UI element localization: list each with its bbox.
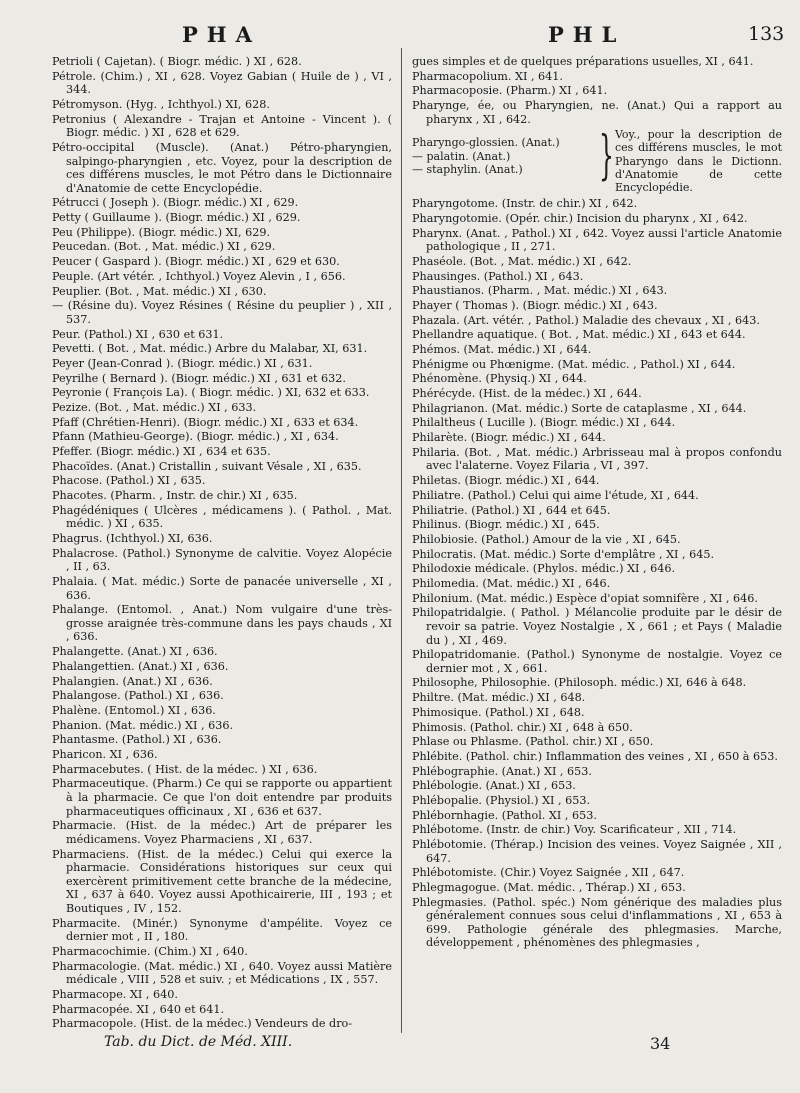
index-entry: Phaustianos. (Pharm. , Mat. médic.) XI , 643. [412,284,668,298]
index-entry: Pevetti. ( Bot. , Mat. médic.) Arbre du Malabar, XI, 631. [52,342,368,356]
index-entry: Pharyngotome. (Instr. de chir.) XI , 642. [412,197,638,211]
index-entry: Pharyngotomie. (Opér. chir.) Incision du pharynx , XI , 642. [412,211,748,225]
index-entry: Pharmacope. XI , 640. [52,987,178,1001]
index-entry: Pétromyson. (Hyg. , Ichthyol.) XI, 628. [52,97,270,111]
index-entry: Phlébite. (Pathol. chir.) Inflammation des veines , XI , 650 à 653. [412,749,778,763]
index-entry: Pharmacopolium. XI , 641. [412,69,563,83]
index-entry: Pharmaciens. (Hist. de la médec.) Celui qui exerce la pharmacie. Considérations historiques sur ceux qui exercèrent primitivement cette branche de la médecine, XI , 637 à 640. Voyez aussi Apothicairerie, III , 193 ; et Boutiques , IV , 152. [52,847,396,915]
index-entry: Petronius ( Alexandre - Trajan et Antoine - Vincent ). ( Biogr. médic. ) XI , 628 et 629. [52,112,396,140]
index-entry: Peur. (Pathol.) XI , 630 et 631. [52,327,224,341]
index-entry: Phlébotomie. (Thérap.) Incision des veines. Voyez Saignée , XII , 647. [412,838,786,865]
index-entry: Phénomène. (Physiq.) XI , 644. [412,372,587,386]
index-entry: Phanion. (Mat. médic.) XI , 636. [52,718,234,732]
index-entry: Philomedia. (Mat. médic.) XI , 646. [412,576,611,590]
index-entry: gues simples et de quelques préparations usuelles, XI , 641. [412,55,754,68]
index-entry: Pharmaceutique. (Pharm.) Ce qui se rapporte ou appartient à la pharmacie. Ce que l'on doit entendre par produits pharmaceutiques officinaux , XI , 636 et 637. [52,777,396,818]
index-entry: Phagrus. (Ichthyol.) XI, 636. [52,532,213,546]
index-entry: Petty ( Guillaume ). (Biogr. médic.) XI , 629. [52,211,301,225]
index-entry: Phlébographie. (Anat.) XI , 653. [412,764,592,778]
index-entry: Peyrilhe ( Bernard ). (Biogr. médic.) XI , 631 et 632. [52,371,346,385]
index-entry: Phlébopalie. (Physiol.) XI , 653. [412,793,591,807]
index-entry: Pétrole. (Chim.) , XI , 628. Voyez Gabian ( Huile de ) , VI , 344. [52,69,396,97]
index-entry: Phalangien. (Anat.) XI , 636. [52,674,213,688]
brace-term: Pharyngo-glossien. (Anat.) [412,136,560,150]
index-entry: Philaria. (Bot. , Mat. médic.) Arbrisseau mal à propos confondu avec l'alaterne. Voyez Filaria , VI , 397. [412,445,786,473]
index-entry: Phagédéniques ( Ulcères , médicamens ). ( Pathol. , Mat. médic. ) XI , 635. [52,503,396,531]
index-entry: Pfann (Mathieu-George). (Biogr. médic.) , XI , 634. [52,430,339,444]
index-entry: Philagrianon. (Mat. médic.) Sorte de cataplasme , XI , 644. [412,401,747,415]
index-entry: Phaséole. (Bot. , Mat. médic.) XI , 642. [412,254,632,268]
right-column-entries [412,197,786,950]
index-entry: Philiatre. (Pathol.) Celui qui aime l'étude, XI , 644. [412,488,699,502]
index-entry: Pharmacochimie. (Chim.) XI , 640. [52,944,248,958]
index-entry: Phacotes. (Pharm. , Instr. de chir.) XI , 635. [52,489,298,503]
index-entry: Phayer ( Thomas ). (Biogr. médic.) XI , 643. [412,298,658,312]
index-entry: Philobiosie. (Pathol.) Amour de la vie , XI , 645. [412,532,681,546]
index-entry: Peucedan. (Bot. , Mat. médic.) XI , 629. [52,240,276,254]
index-entry: Philosophe, Philosophie. (Philosoph. médic.) XI, 646 à 648. [412,676,747,690]
index-entry: Philocratis. (Mat. médic.) Sorte d'emplâtre , XI , 645. [412,547,715,561]
index-entry: Phlébotome. (Instr. de chir.) Voy. Scarificateur , XII , 714. [412,823,737,837]
index-entry: Philaltheus ( Lucille ). (Biogr. médic.) XI , 644. [412,416,676,430]
brace-group-terms [412,128,597,177]
index-entry: Pharmacebutes. ( Hist. de la médec. ) XI , 636. [52,762,318,776]
index-entry: Pharynge, ée, ou Pharyngien, ne. (Anat.) Qui a rapport au pharynx , XI , 642. [412,99,786,126]
index-entry: Peyer (Jean-Conrad ). (Biogr. médic.) XI , 631. [52,356,313,370]
index-entry: Phimosique. (Pathol.) XI , 648. [412,705,585,719]
right-column-top-entries [412,55,786,126]
index-entry: Pharmacite. (Minér.) Synonyme d'ampélite. Voyez ce dernier mot , II , 180. [52,916,396,944]
index-entry: Phantasme. (Pathol.) XI , 636. [52,733,222,747]
index-entry: Phlébornhagie. (Pathol. XI , 653. [412,808,597,822]
brace-symbol: } [599,126,614,187]
index-entry: Phalacrose. (Pathol.) Synonyme de calvitie. Voyez Alopécie , II , 63. [52,546,396,574]
index-entry: Peuplier. (Bot. , Mat. médic.) XI , 630. [52,284,267,298]
index-entry: Philarète. (Biogr. médic.) XI , 644. [412,431,606,445]
index-entry: Phlegmasies. (Pathol. spéc.) Nom générique des maladies plus généralement connues sous celui d'inflammations , XI , 653 à 699. Pathologie générale des phlegmasies. Marche, développement , phénomènes des phlegmasies , [412,895,786,950]
index-entry: Philopatridomanie. (Pathol.) Synonyme de nostalgie. Voyez ce dernier mot , X , 661. [412,648,786,675]
footer-signature-number: 34 [650,1034,671,1053]
index-entry: Phalange. (Entomol. , Anat.) Nom vulgaire d'une très-grosse araignée très-commune dans les pays chauds , XI , 636. [52,603,396,644]
index-entry: Phalangettien. (Anat.) XI , 636. [52,659,229,673]
index-entry: — (Résine du). Voyez Résines ( Résine du peuplier ) , XII , 537. [52,299,396,326]
page-number: 133 [748,23,785,45]
index-entry: Pfeffer. (Biogr. médic.) XI , 634 et 635. [52,445,271,458]
index-entry: Phellandre aquatique. ( Bot. , Mat. médic.) XI , 643 et 644. [412,328,746,342]
index-entry: Philopatridalgie. ( Pathol. ) Mélancolie produite par le désir de revoir sa patrie. Voyez Nostalgie , X , 661 ; et Pays ( Maladie du ) , XI , 469. [412,606,786,647]
brace-group [412,128,782,194]
index-entry: Phazala. (Art. vétér. , Pathol.) Maladie des chevaux , XI , 643. [412,313,760,327]
index-entry: Pfaff (Chrétien-Henri). (Biogr. médic.) XI , 633 et 634. [52,415,359,429]
index-entry: Petrioli ( Cajetan). ( Biogr. médic. ) XI , 628. [52,55,302,68]
index-entry: Phlase ou Phlasme. (Pathol. chir.) XI , 650. [412,735,654,749]
index-entry: Pharmacie. (Hist. de la médec.) Art de préparer les médicamens. Voyez Pharmaciens , XI , 637. [52,819,396,846]
index-entry: Phausinges. (Pathol.) XI , 643. [412,269,584,283]
running-head-left: PHA [182,22,261,47]
index-entry: Phlébologie. (Anat.) XI , 653. [412,779,576,793]
index-entry: Phlegmagogue. (Mat. médic. , Thérap.) XI , 653. [412,881,686,895]
footer-signature: Tab. du Dict. de Méd. XIII. [104,1034,293,1050]
index-entry: Pezize. (Bot. , Mat. médic.) XI , 633. [52,400,257,414]
index-entry: Philinus. (Biogr. médic.) XI , 645. [412,518,600,532]
right-column [412,55,786,951]
index-entry: Pharicon. XI , 636. [52,747,158,761]
index-entry: Phimosis. (Pathol. chir.) XI , 648 à 650. [412,720,633,734]
column-divider [401,48,402,1033]
index-entry: Philiatrie. (Pathol.) XI , 644 et 645. [412,503,611,517]
index-entry: Philonium. (Mat. médic.) Espèce d'opiat somnifère , XI , 646. [412,591,758,605]
index-entry: Peucer ( Gaspard ). (Biogr. médic.) XI , 629 et 630. [52,255,340,269]
running-head-right: PHL [548,22,626,47]
index-entry: Phémos. (Mat. médic.) XI , 644. [412,343,592,357]
index-entry: Philetas. (Biogr. médic.) XI , 644. [412,474,600,488]
left-column [52,55,396,1032]
index-entry: Phénigme ou Phœnigme. (Mat. médic. , Pathol.) XI , 644. [412,357,736,371]
index-entry: Pharmacopole. (Hist. de la médec.) Vendeurs de dro- [52,1017,353,1031]
index-entry: Phacose. (Pathol.) XI , 635. [52,474,206,488]
index-entry: Peyronie ( François La). ( Biogr. médic. ) XI, 632 et 633. [52,386,370,400]
index-entry: Phalaia. ( Mat. médic.) Sorte de panacée universelle , XI , 636. [52,575,396,602]
brace-group-note: Voy., pour la description de ces différens muscles, le mot Pharyngo dans le Dictionn. d'Anatomie de cette Encyclopédie. [614,128,782,195]
index-entry: Peuple. (Art vétér. , Ichthyol.) Voyez Alevin , I , 656. [52,269,346,283]
brace-term: — palatin. (Anat.) [412,149,511,163]
index-entry: Phalène. (Entomol.) XI , 636. [52,703,216,717]
index-entry: Peu (Philippe). (Biogr. médic.) XI, 629. [52,225,271,239]
index-entry: Pharmacopée. XI , 640 et 641. [52,1002,225,1016]
index-entry: Pharmacoposie. (Pharm.) XI , 641. [412,84,608,98]
index-entry: Pharmacologie. (Mat. médic.) XI , 640. Voyez aussi Matière médicale , VIII , 528 et suiv. ; et Médications , IX , 557. [52,959,396,987]
index-entry: Phalangose. (Pathol.) XI , 636. [52,689,224,703]
index-entry: Phérécyde. (Hist. de la médec.) XI , 644. [412,387,642,401]
index-entry: Philodoxie médicale. (Phylos. médic.) XI , 646. [412,562,676,576]
brace-term: — staphylin. (Anat.) [412,163,523,177]
index-entry: Pétrucci ( Joseph ). (Biogr. médic.) XI , 629. [52,196,299,210]
index-entry: Pétro-occipital (Muscle). (Anat.) Pétro-pharyngien, salpingo-pharyngien , etc. Voyez, pour la description de ces différens muscles, le mot Pétro dans le Dictionnaire d'Anatomie de cette Encyclopédie. [52,140,396,195]
index-entry: Pharynx. (Anat. , Pathol.) XI , 642. Voyez aussi l'article Anatomie pathologique , II , 271. [412,226,786,254]
index-entry: Phlébotomiste. (Chir.) Voyez Saignée , XII , 647. [412,866,685,880]
index-entry: Phalangette. (Anat.) XI , 636. [52,645,218,659]
index-entry: Philtre. (Mat. médic.) XI , 648. [412,691,586,705]
index-entry: Phacoïdes. (Anat.) Cristallin , suivant Vésale , XI , 635. [52,459,362,473]
